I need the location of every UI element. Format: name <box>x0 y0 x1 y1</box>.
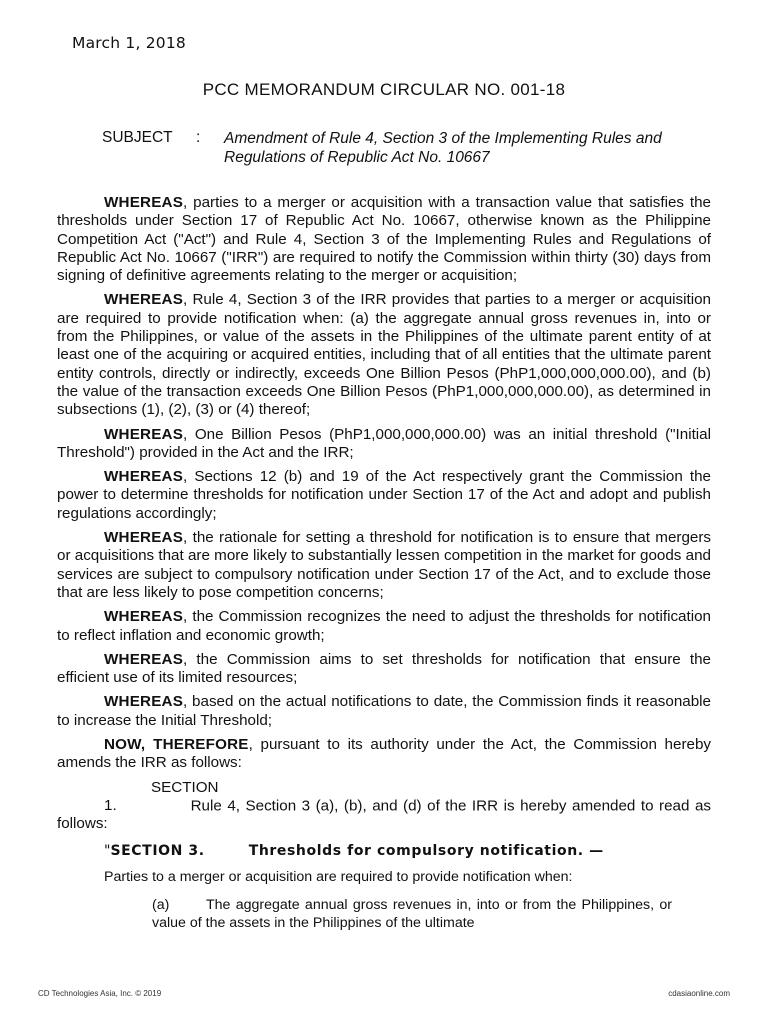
footer-website: cdasiaonline.com <box>668 989 730 998</box>
paragraph-text: , the Commission aims to set thresholds for notification that ensure the efficient use of its limited resources; <box>57 650 711 687</box>
item-a-text: The aggregate annual gross revenues in, into or from the Philippines, or value of the assets in the Philippines of the ultimate <box>152 897 672 932</box>
paragraph-text: , the rationale for setting a threshold for notification is to ensure that mergers or acquisitions that are more likely to substantially lessen competition in the market for goods and services are subject to compulsory notification under Section 17 of the Act, and to exclude those that are less likely to pose competition concerns; <box>57 529 711 601</box>
section-1-text: Rule 4, Section 3 (a), (b), and (d) of the IRR is hereby amended to read as follows: <box>57 796 711 833</box>
section-1-label: SECTION 1. <box>104 778 219 814</box>
paragraph-lead: NOW, THEREFORE <box>104 736 249 754</box>
whereas-paragraph <box>57 693 711 730</box>
quoted-item-a <box>152 896 672 932</box>
quoted-section-label: SECTION 3. <box>110 842 205 859</box>
whereas-paragraph <box>57 426 711 463</box>
whereas-paragraph <box>57 651 711 688</box>
quoted-section-title: Thresholds for compulsory notification. — <box>248 842 604 859</box>
paragraph-text: , the Commission recognizes the need to adjust the thresholds for notification to reflect inflation and economic growth; <box>57 608 711 644</box>
paragraph-text: , Sections 12 (b) and 19 of the Act respectively grant the Commission the power to determine thresholds for notification under Section 17 of the Act and adopt and publish regulations accordingly; <box>57 468 711 522</box>
paragraph-lead: WHEREAS <box>104 291 184 309</box>
whereas-paragraph <box>57 529 711 602</box>
item-a-label: (a) <box>152 897 170 914</box>
paragraph-text: , pursuant to its authority under the Act, the Commission hereby amends the IRR as follows: <box>57 736 711 772</box>
subject-text: Amendment of Rule 4, Section 3 of the Implementing Rules and Regulations of Republic Act No. 10667 <box>224 130 662 166</box>
paragraph-text: , based on the actual notifications to date, the Commission finds it reasonable to increase the Initial Threshold; <box>57 693 711 729</box>
whereas-paragraph <box>57 291 711 419</box>
section-1-paragraph <box>57 779 711 834</box>
quoted-section-heading <box>57 842 711 860</box>
paragraph-lead: WHEREAS <box>104 650 184 668</box>
paragraph-lead: WHEREAS <box>104 529 184 547</box>
footer-copyright: CD Technologies Asia, Inc. © 2019 <box>38 989 162 998</box>
subject-label: SUBJECT <box>102 129 173 146</box>
paragraph-lead: WHEREAS <box>104 608 184 626</box>
subject-colon: : <box>196 129 201 146</box>
paragraph-lead: WHEREAS <box>104 194 184 211</box>
paragraph-lead: WHEREAS <box>104 468 184 486</box>
paragraph-text: , One Billion Pesos (PhP1,000,000,000.00) was an initial threshold ("Initial Threshold") provided in the Act and the IRR; <box>57 425 711 461</box>
document-date: March 1, 2018 <box>72 34 186 52</box>
whereas-paragraph <box>57 608 711 645</box>
paragraph-lead: WHEREAS <box>104 425 184 443</box>
whereas-paragraph <box>57 194 711 285</box>
paragraph-text: , parties to a merger or acquisition with a transaction value that satisfies the thresholds under Section 17 of Republic Act No. 10667, otherwise known as the Philippine Competition Act ("Act") and Rule 4, Section 3 of the Implementing Rules and Regulations of Republic Act No. 10667 ("IRR") are required to notify the Commission within thirty (30) days from signing of definitive agreements relating to the merger or acquisition; <box>57 194 711 285</box>
whereas-paragraph <box>57 468 711 523</box>
quoted-intro: Parties to a merger or acquisition are required to provide notification when: <box>104 868 573 885</box>
document-title: PCC MEMORANDUM CIRCULAR NO. 001-18 <box>202 80 566 99</box>
document-body <box>57 194 711 932</box>
paragraph-text: , Rule 4, Section 3 of the IRR provides that parties to a merger or acquisition are required to provide notification when: (a) the aggregate annual gross revenues in, into or from the Philippines, or value of the assets in the Philippines of the ultimate parent entity of at least one of the acquiring or acquired entities, including that of all entities that the ultimate parent entity controls, directly or indirectly, exceeds One Billion Pesos (PhP1,000,000,000.00), and (b) the value of the transaction exceeds One Billion Pesos (PhP1,000,000,000.00), as determined in subsections (1), (2), (3) or (4) thereof; <box>57 291 711 419</box>
paragraph-lead: WHEREAS <box>104 693 184 711</box>
open-quote: " <box>104 842 111 859</box>
now-therefore-paragraph <box>57 736 711 773</box>
